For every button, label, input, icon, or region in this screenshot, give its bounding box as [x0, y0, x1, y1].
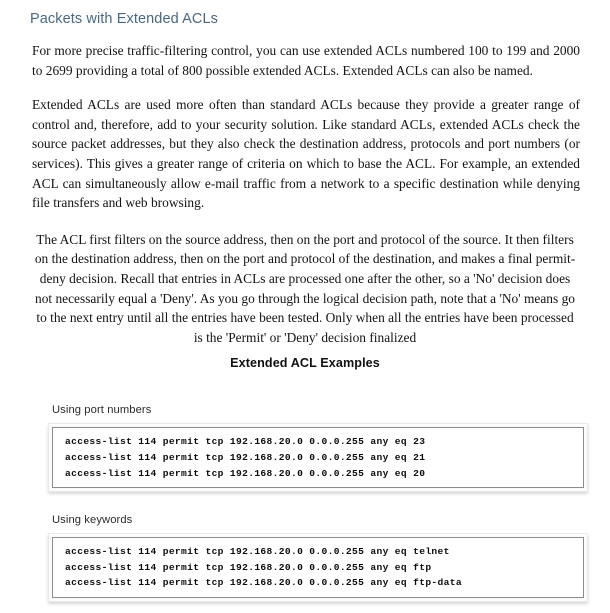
- code-line: access-list 114 permit tcp 192.168.20.0 0.0.0.255 any eq telnet: [65, 546, 450, 558]
- code-line: access-list 114 permit tcp 192.168.20.0 0.0.0.255 any eq 23: [65, 436, 426, 448]
- example-group-port-numbers: [48, 404, 588, 492]
- code-frame-keywords: [48, 533, 588, 602]
- code-line: access-list 114 permit tcp 192.168.20.0 0.0.0.255 any eq ftp: [65, 561, 432, 573]
- paragraph-acl-filter-order: The ACL first filters on the source address, then on the port and protocol of the source. It then filters on the destination address, then on the port and protocol of the destination, and makes a final permit-deny decision. Recall that entries in ACLs are processed one after the other, so a 'No' decision does not necessarily equal a 'Deny'. As you go through the logical decision path, note that a 'No' means go to the next entry until all the entries have been tested. Only when all the entries have been processed is the 'Permit' or 'Deny' decision finalized: [34, 231, 576, 345]
- code-line: access-list 114 permit tcp 192.168.20.0 0.0.0.255 any eq 20: [65, 467, 426, 479]
- example-group-keywords: [48, 514, 588, 602]
- example-label-keywords: Using keywords: [52, 514, 133, 527]
- code-frame-port-numbers: [48, 423, 588, 492]
- code-line: access-list 114 permit tcp 192.168.20.0 0.0.0.255 any eq 21: [65, 451, 426, 463]
- code-block-keywords: [52, 537, 584, 598]
- paragraph-extended-acl-overview: Extended ACLs are used more often than standard ACLs because they provide a greater range of control and, therefore, add to your security solution. Like standard ACLs, extended ACLs check the source packet addresses, but they also check the destination address, protocols and port numbers (or services). This gives a greater range of criteria on which to base the ACL. For example, an extended ACL can simultaneously allow e-mail traffic from a network to a specific destination while denying file transfers and web browsing.: [32, 97, 580, 211]
- code-line: access-list 114 permit tcp 192.168.20.0 0.0.0.255 any eq ftp-data: [65, 577, 462, 589]
- examples-section-title: Extended ACL Examples: [230, 356, 380, 371]
- code-block-port-numbers: [52, 427, 584, 488]
- page-title: Packets with Extended ACLs: [30, 11, 218, 27]
- example-label-port-numbers: Using port numbers: [52, 404, 152, 417]
- paragraph-intro: For more precise traffic-filtering control, you can use extended ACLs numbered 100 to 199 and 2000 to 2699 providing a total of 800 possible extended ACLs. Extended ACLs can also be named.: [32, 43, 580, 78]
